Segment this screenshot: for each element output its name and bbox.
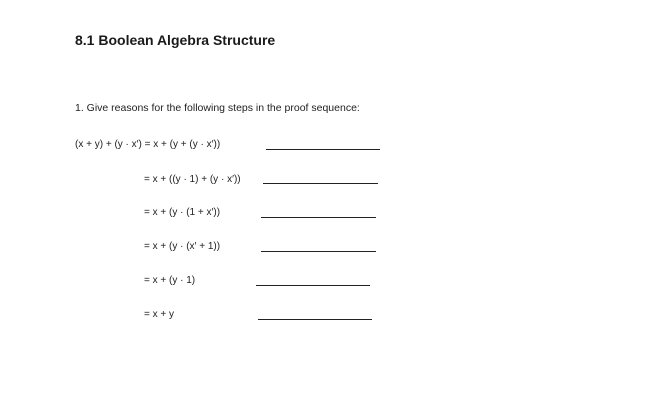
proof-step-1: (x + y) + (y · x′) = x + (y + (y · x′)): [75, 139, 221, 150]
answer-blank-1[interactable]: [266, 149, 380, 150]
answer-blank-3[interactable]: [261, 217, 376, 218]
answer-blank-2[interactable]: [263, 183, 378, 184]
answer-blank-6[interactable]: [258, 319, 372, 320]
proof-step-4: = x + (y · (x′ + 1)): [144, 241, 221, 252]
answer-blank-4[interactable]: [261, 251, 376, 252]
proof-step-2: = x + ((y · 1) + (y · x′)): [144, 174, 241, 185]
section-title: 8.1 Boolean Algebra Structure: [75, 32, 276, 48]
answer-blank-5[interactable]: [256, 285, 370, 286]
question-text: 1. Give reasons for the following steps in the proof sequence:: [75, 102, 360, 114]
proof-step-5: = x + (y · 1): [144, 275, 196, 286]
proof-step-3: = x + (y · (1 + x′)): [144, 207, 221, 218]
proof-step-6: = x + y: [144, 309, 175, 320]
